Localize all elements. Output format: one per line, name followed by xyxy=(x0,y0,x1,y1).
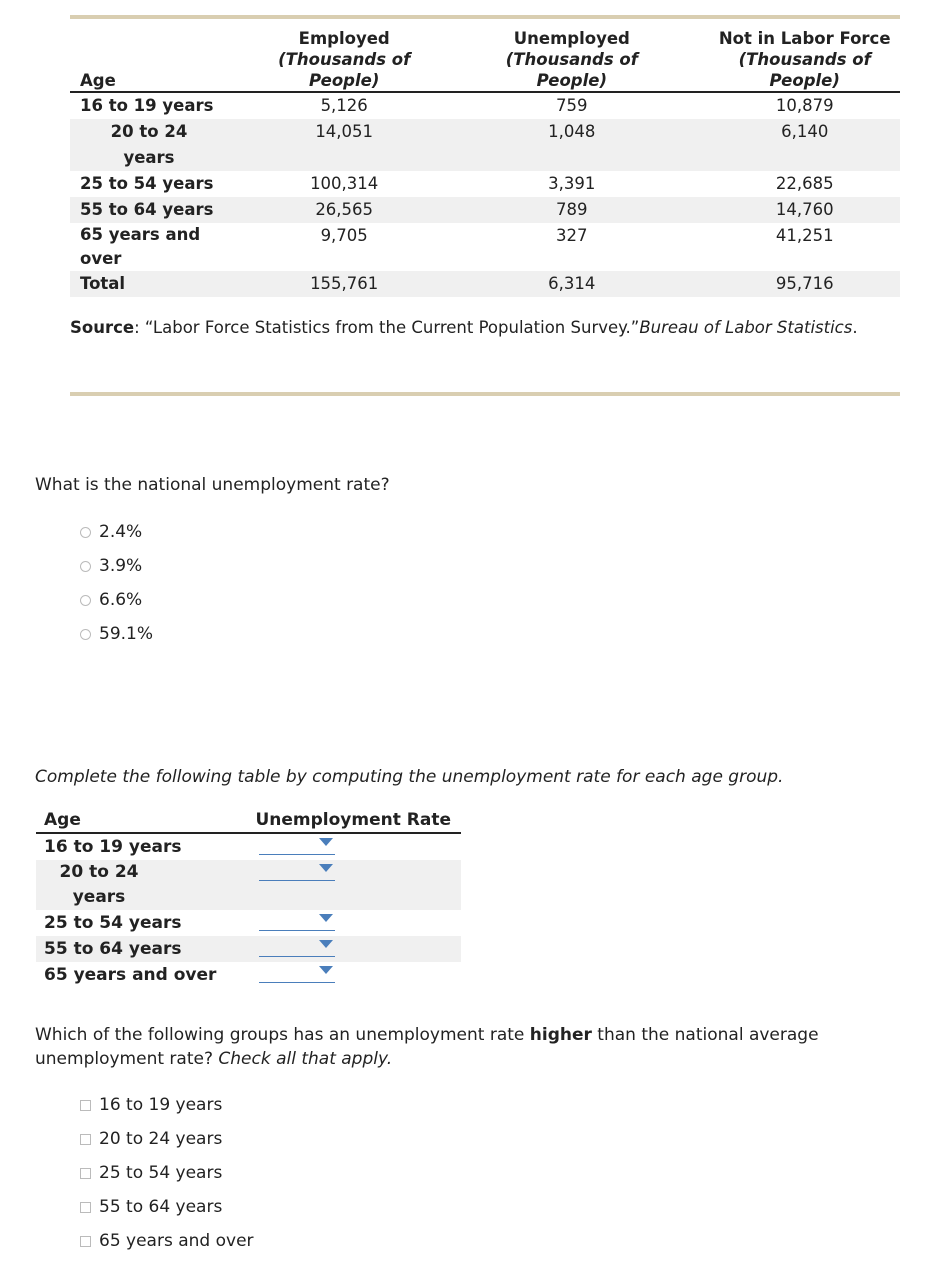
radio-icon[interactable] xyxy=(80,595,91,606)
q3-option[interactable]: 25 to 54 years xyxy=(80,1163,222,1183)
dropdown-arrow-icon[interactable] xyxy=(319,914,333,922)
radio-icon[interactable] xyxy=(80,629,91,640)
rate-dropdown[interactable] xyxy=(259,834,335,855)
q3-option[interactable]: 55 to 64 years xyxy=(80,1197,222,1217)
table-row: 25 to 54 years 100,314 3,391 22,685 xyxy=(80,174,834,193)
checkbox-icon[interactable] xyxy=(80,1100,91,1111)
source-citation: Source: “Labor Force Statistics from the Current Population Survey.”Bureau of Labor Statistics. xyxy=(70,318,858,337)
checkbox-icon[interactable] xyxy=(80,1202,91,1213)
col-unemployed-header: Unemployed (Thousands of People) xyxy=(505,29,638,90)
q1-option[interactable]: 3.9% xyxy=(80,556,142,576)
bottom-rule xyxy=(70,392,900,396)
q3-question: Which of the following groups has an unemployment rate higher than the national average unemployment rate? Check all that apply. xyxy=(35,1025,819,1069)
dropdown-arrow-icon[interactable] xyxy=(319,838,333,846)
labor-force-table xyxy=(70,28,900,297)
q1-option[interactable]: 59.1% xyxy=(80,624,153,644)
table-row: 55 to 64 years 26,565 789 14,760 xyxy=(70,197,900,223)
table-row: 55 to 64 years xyxy=(36,936,461,962)
table-row: 16 to 19 years xyxy=(36,833,461,860)
dropdown-arrow-icon[interactable] xyxy=(319,966,333,974)
checkbox-icon[interactable] xyxy=(80,1236,91,1247)
table-row: 25 to 54 years xyxy=(36,910,461,936)
rate-dropdown[interactable] xyxy=(259,936,335,957)
table-total-row: Total 155,761 6,314 95,716 xyxy=(70,271,900,297)
rate-dropdown[interactable] xyxy=(259,910,335,931)
col-age-header: Age xyxy=(80,71,116,90)
table-row: 20 to 24 years xyxy=(36,860,461,910)
rate-dropdown[interactable] xyxy=(259,860,335,881)
dropdown-arrow-icon[interactable] xyxy=(319,940,333,948)
table-row: 16 to 19 years 5,126 759 10,879 xyxy=(80,96,834,115)
col-rate-header: Unemployment Rate xyxy=(231,808,461,833)
q3-option[interactable]: 65 years and over xyxy=(80,1231,254,1251)
col-age-header: Age xyxy=(36,808,231,833)
rate-dropdown[interactable] xyxy=(259,962,335,983)
q3-option[interactable]: 16 to 19 years xyxy=(80,1095,222,1115)
q2-instruction: Complete the following table by computing the unemployment rate for each age group. xyxy=(35,767,784,787)
q3-option[interactable]: 20 to 24 years xyxy=(80,1129,222,1149)
q1-question: What is the national unemployment rate? xyxy=(35,475,390,495)
radio-icon[interactable] xyxy=(80,527,91,538)
col-employed-header: Employed (Thousands of People) xyxy=(278,29,411,90)
checkbox-icon[interactable] xyxy=(80,1168,91,1179)
top-rule xyxy=(70,15,900,19)
radio-icon[interactable] xyxy=(80,561,91,572)
table-row: 65 years and over 9,705 327 41,251 xyxy=(80,225,834,268)
col-nilf-header: Not in Labor Force (Thousands of People) xyxy=(718,29,891,90)
table-header-row xyxy=(70,28,900,92)
checkbox-icon[interactable] xyxy=(80,1134,91,1145)
unemployment-rate-table xyxy=(36,808,461,988)
dropdown-arrow-icon[interactable] xyxy=(319,864,333,872)
table-row: 20 to 24 years 14,051 1,048 6,140 xyxy=(70,119,900,171)
q1-option[interactable]: 2.4% xyxy=(80,522,142,542)
q1-option[interactable]: 6.6% xyxy=(80,590,142,610)
table-row: 65 years and over xyxy=(36,962,461,988)
